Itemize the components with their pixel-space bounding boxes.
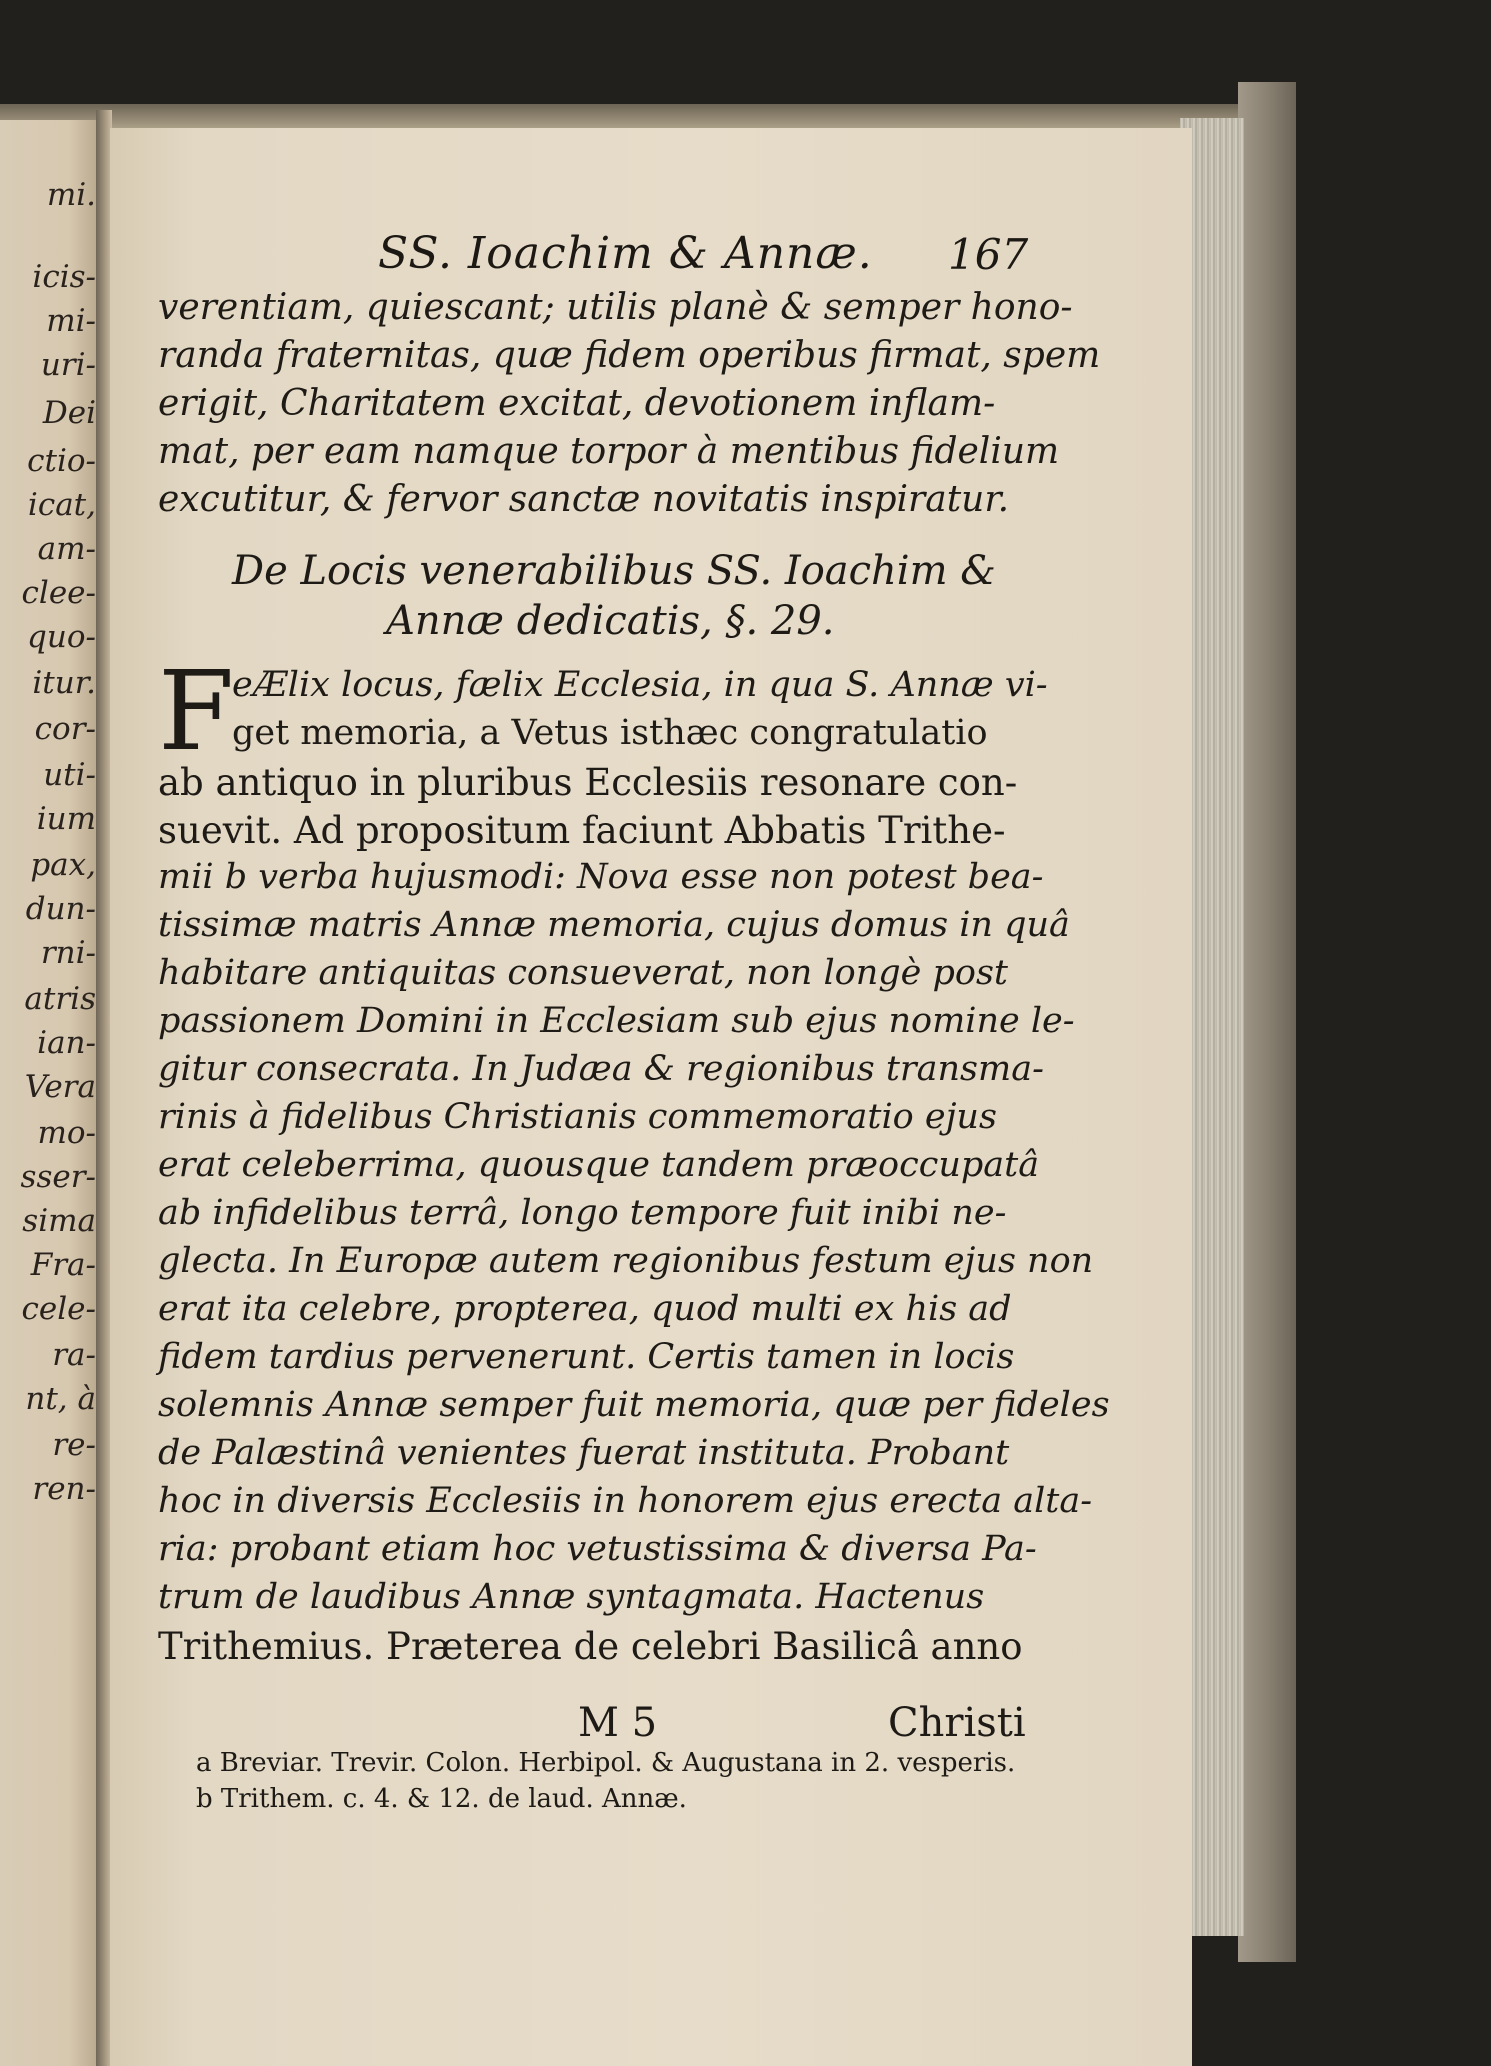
- drop-cap: F: [158, 647, 235, 775]
- book-cover-edge: [1238, 82, 1296, 1962]
- left-page-fragment: Dei: [42, 395, 96, 431]
- left-page-fragment: atris: [24, 981, 96, 1017]
- left-page-fragment: am-: [37, 531, 96, 567]
- text-line: trum de laudibus Annæ syntagmata. Hactenus: [158, 1577, 985, 1617]
- left-page-fragment: sima: [22, 1203, 96, 1239]
- left-page-fragment: dun-: [25, 891, 96, 927]
- left-page-fragment: mi.: [46, 177, 96, 213]
- text-line: passionem Domini in Ecclesiam sub ejus nomine le-: [158, 1001, 1075, 1041]
- text-line: habitare antiquitas consueverat, non longè post: [158, 953, 1008, 993]
- text-line: excutitur, & fervor sanctæ novitatis inspiratur.: [158, 479, 1010, 520]
- text-line: mii b verba hujusmodi: Nova esse non potest bea-: [158, 857, 1044, 897]
- left-page-fragment: mo-: [37, 1115, 96, 1151]
- left-page-fragment: rni-: [40, 935, 96, 971]
- running-head: SS. Ioachim & Annæ.: [378, 228, 873, 279]
- catchword: Christi: [888, 1700, 1026, 1746]
- footnote-a: a Breviar. Trevir. Colon. Herbipol. & Augustana in 2. vesperis.: [196, 1748, 1016, 1778]
- section-heading-line-2: Annæ dedicatis, §. 29.: [386, 598, 835, 644]
- text-line: ab infidelibus terrâ, longo tempore fuit inibi ne-: [158, 1193, 1007, 1233]
- left-page-fragment: sser-: [20, 1159, 96, 1195]
- section-heading-line-1: De Locis venerabilibus SS. Ioachim &: [232, 548, 996, 594]
- left-page-fragment: Vera: [24, 1069, 96, 1105]
- left-page-fragment: Fra-: [30, 1247, 96, 1283]
- left-page-fragment: ian-: [37, 1025, 96, 1061]
- text-line: rinis à fidelibus Christianis commemoratio ejus: [158, 1097, 997, 1137]
- text-line: ria: probant etiam hoc vetustissima & diversa Pa-: [158, 1529, 1037, 1569]
- text-line: Trithemius. Præterea de celebri Basilicâ anno: [158, 1625, 1023, 1668]
- left-page-fragment: cor-: [34, 711, 96, 747]
- left-page-fragment: clee-: [21, 575, 96, 611]
- left-page-fragment: icat,: [27, 487, 96, 523]
- text-line: erat celeberrima, quousque tandem præoccupatâ: [158, 1145, 1040, 1185]
- text-line: de Palæstinâ venientes fuerat instituta. Probant: [158, 1433, 1010, 1473]
- left-page-fragment: quo-: [27, 619, 96, 655]
- left-page-fragment: uti-: [43, 757, 96, 793]
- text-line: eÆlix locus, fælix Ecclesia, in qua S. Annæ vi-: [232, 665, 1048, 705]
- left-page-fragment: icis-: [32, 259, 96, 295]
- page-number: 167: [948, 230, 1029, 279]
- left-page-fragment: ra-: [52, 1337, 96, 1373]
- left-page-fragment: pax,: [30, 847, 96, 883]
- text-line: fidem tardius pervenerunt. Certis tamen in locis: [158, 1337, 1015, 1377]
- text-line: get memoria, a Vetus isthæc congratulatio: [232, 713, 988, 753]
- text-line: randa fraternitas, quæ fidem operibus firmat, spem: [158, 335, 1101, 376]
- text-line: hoc in diversis Ecclesiis in honorem ejus erecta alta-: [158, 1481, 1093, 1521]
- left-page-fragment: ren-: [32, 1471, 96, 1507]
- left-page-fragment: ctio-: [27, 443, 96, 479]
- text-line: suevit. Ad propositum faciunt Abbatis Trithe-: [158, 809, 1006, 852]
- footnote-b: b Trithem. c. 4. & 12. de laud. Annæ.: [196, 1784, 687, 1814]
- text-line: erat ita celebre, propterea, quod multi ex his ad: [158, 1289, 1012, 1329]
- text-line: gitur consecrata. In Judæa & regionibus transma-: [158, 1049, 1044, 1089]
- left-page-fragment: itur.: [32, 665, 96, 701]
- left-page: [0, 120, 98, 2066]
- left-page-fragment: nt, à: [25, 1381, 96, 1417]
- signature-mark: M 5: [578, 1700, 658, 1746]
- left-page-fragment: ium: [36, 801, 96, 837]
- left-page-fragment: re-: [52, 1427, 96, 1463]
- left-page-fragment: mi-: [46, 303, 96, 339]
- text-line: ab antiquo in pluribus Ecclesiis resonare con-: [158, 761, 1018, 804]
- text-line: mat, per eam namque torpor à mentibus fidelium: [158, 431, 1060, 472]
- left-page-fragment: uri-: [40, 347, 96, 383]
- left-page-fragment: cele-: [21, 1291, 96, 1327]
- text-line: solemnis Annæ semper fuit memoria, quæ per fideles: [158, 1385, 1110, 1425]
- text-line: erigit, Charitatem excitat, devotionem inflam-: [158, 383, 996, 424]
- text-line: tissimæ matris Annæ memoria, cujus domus in quâ: [158, 905, 1070, 945]
- text-line: verentiam, quiescant; utilis planè & semper hono-: [158, 287, 1073, 328]
- text-line: glecta. In Europæ autem regionibus festum ejus non: [158, 1241, 1094, 1281]
